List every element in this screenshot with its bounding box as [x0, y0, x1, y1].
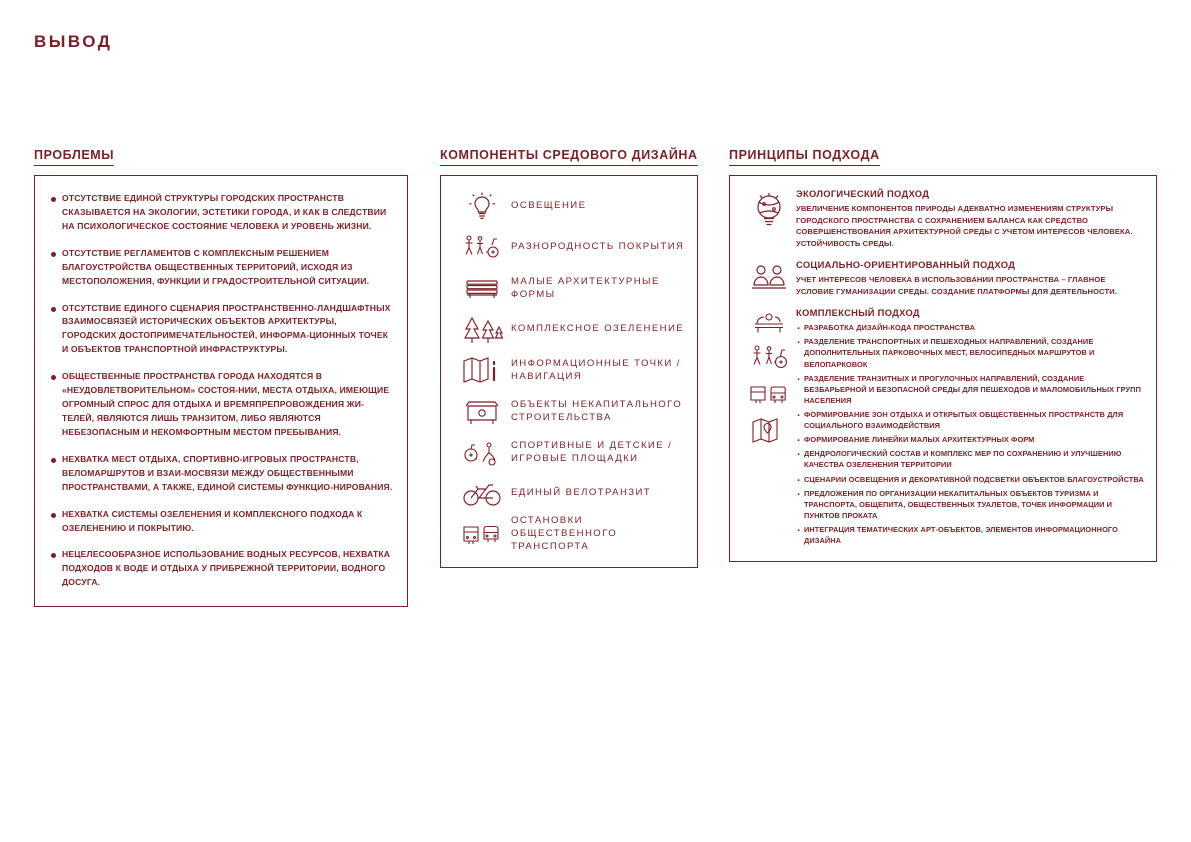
- principle-title: СОЦИАЛЬНО-ОРИЕНТИРОВАННЫЙ ПОДХОД: [796, 259, 1016, 271]
- component-label: МАЛЫЕ АРХИТЕКТУРНЫЕ ФОРМЫ: [511, 275, 660, 300]
- principle-icon-column: [742, 307, 796, 549]
- problem-text: ОТСУТСТВИЕ ЕДИНОГО СЦЕНАРИЯ ПРОСТРАНСТВЕННО-ЛАНДШАФТНЫХ ВЗАИМОСВЯЗЕЙ ИСТОРИЧЕСКИХ ОБЪЕКТОВ АРХИТЕКТУРЫ, ГОРОДСКИХ ДОСТОПРИМЕЧАТЕЛЬНОСТЕЙ, ИНФОРМА-ЦИОННЫХ ТОЧЕК И ОБЪЕКТОВ ТРАНСПОРТНОЙ ИНФРАСТРУКТУРЫ.: [62, 302, 391, 355]
- list-item: [49, 453, 393, 495]
- bullet-icon: [51, 375, 56, 380]
- transport-stop-icon: [453, 516, 511, 554]
- problems-heading: ПРОБЛЕМЫ: [34, 148, 114, 166]
- component-label: СПОРТИВНЫЕ И ДЕТСКИЕ / ИГРОВЫЕ ПЛОЩАДКИ: [511, 439, 673, 464]
- list-item: [49, 192, 393, 234]
- map-pin-icon: [750, 416, 788, 448]
- list-item: [453, 473, 685, 514]
- list-item: [453, 227, 685, 268]
- principle-title: КОМПЛЕКСНЫЙ ПОДХОД: [796, 307, 920, 319]
- component-label: ОБЪЕКТЫ НЕКАПИТАЛЬНОГО СТРОИТЕЛЬСТВА: [511, 398, 683, 423]
- list-item: [453, 391, 685, 432]
- lightbulb-icon: [453, 188, 511, 226]
- component-label: ЕДИНЫЙ ВЕЛОТРАНЗИТ: [511, 487, 652, 499]
- bullet-icon: [51, 252, 56, 257]
- component-label: КОМПЛЕКСНОЕ ОЗЕЛЕНЕНИЕ: [511, 323, 685, 335]
- list-item: [453, 309, 685, 350]
- principle-block-complex: [742, 307, 1144, 549]
- list-item: [453, 186, 685, 227]
- principle-block-eco: [742, 188, 1144, 249]
- list-item: [49, 247, 393, 289]
- problem-text: ОТСУТСТВИЕ РЕГЛАМЕНТОВ С КОМПЛЕКСНЫМ РЕШЕНИЕМ БЛАГОУСТРОЙСТВА ОБЩЕСТВЕННЫХ ТЕРРИТОРИЙ, ИСХОДЯ ИЗ МЕСТОПОЛОЖЕНИЯ, ФУНКЦИИ И ГРАДОСТРОИТЕЛЬНОЙ СИТУАЦИИ.: [62, 247, 370, 286]
- eco-lightbulb-icon: [742, 188, 796, 234]
- components-box: [440, 175, 698, 568]
- pedestrian-bike-icon: [749, 344, 789, 372]
- principles-box: [729, 175, 1157, 562]
- list-item: [453, 514, 685, 555]
- bullet-icon: [51, 513, 56, 518]
- component-label: РАЗНОРОДНОСТЬ ПОКРЫТИЯ: [511, 241, 685, 253]
- principle-block-social: [742, 259, 1144, 297]
- problem-text: НЕХВАТКА МЕСТ ОТДЫХА, СПОРТИВНО-ИГРОВЫХ ПРОСТРАНСТВ, ВЕЛОМАРШРУТОВ И ВЗАИ-МОСВЯЗИ МЕЖДУ ОБЩЕСТВЕННЫМИ ПРОСТРАНСТВАМИ, А ТАКЖЕ, ЕДИНОЙ СИСТЕМЫ ФУНКЦИО-НИРОВАНИЯ.: [62, 453, 393, 492]
- social-people-icon: [742, 259, 796, 295]
- principle-list: [796, 322, 1144, 546]
- bench-icon: [453, 270, 511, 308]
- list-item: · РАЗРАБОТКА ДИЗАЙН-КОДА ПРОСТРАНСТВА: [796, 322, 1144, 333]
- list-item: · ФОРМИРОВАНИЕ ЛИНЕЙКИ МАЛЫХ АРХИТЕКТУРНЫХ ФОРМ: [796, 434, 1144, 445]
- principles-column: [729, 146, 1157, 562]
- bullet-icon: [51, 307, 56, 312]
- list-item: [453, 268, 685, 309]
- list-item: [453, 350, 685, 391]
- problems-box: [34, 175, 408, 607]
- problems-column: [34, 146, 408, 607]
- map-info-icon: [453, 352, 511, 390]
- problem-text: НЕХВАТКА СИСТЕМЫ ОЗЕЛЕНЕНИЯ И КОМПЛЕКСНОГО ПОДХОДА К ОЗЕЛЕНЕНИЮ И ПОКРЫТИЮ.: [62, 508, 363, 533]
- tram-bus-icon: [748, 381, 790, 407]
- problem-text: ОТСУТСТВИЕ ЕДИНОЙ СТРУКТУРЫ ГОРОДСКИХ ПРОСТРАНСТВ СКАЗЫВАЕТСЯ НА ЭКОЛОГИИ, ЭСТЕТИКИ ГОРОДА, И КАК В СЛЕДСТВИИ НА ПСИХОЛОГИЧЕСКОЕ СОСТОЯНИЕ ЧЕЛОВЕКА И УРОВЕНЬ ЖИЗНИ.: [62, 193, 387, 231]
- sport-play-icon: [453, 434, 511, 472]
- components-heading: КОМПОНЕНТЫ СРЕДОВОГО ДИЗАЙНА: [440, 148, 698, 166]
- list-item: · ИНТЕГРАЦИЯ ТЕМАТИЧЕСКИХ АРТ-ОБЪЕКТОВ, ЭЛЕМЕНТОВ ИНФОРМАЦИОННОГО ДИЗАЙНА: [796, 524, 1144, 546]
- principle-title: ЭКОЛОГИЧЕСКИЙ ПОДХОД: [796, 188, 930, 199]
- list-item: [453, 432, 685, 473]
- list-item: · РАЗДЕЛЕНИЕ ТРАНСПОРТНЫХ И ПЕШЕХОДНЫХ НАПРАВЛЕНИЙ, СОЗДАНИЕ ДОПОЛНИТЕЛЬНЫХ ПАРКОВОЧНЫХ МЕСТ, ВЕЛОСИПЕДНЫХ МАРШРУТОВ И ВЕЛОПАРКОВОК: [796, 336, 1144, 369]
- page-title: ВЫВОД: [34, 32, 113, 51]
- principle-text: УВЕЛИЧЕНИЕ КОМПОНЕНТОВ ПРИРОДЫ АДЕКВАТНО ИЗМЕНЕНИЯМ СТРУКТУРЫ ГОРОДСКОГО ПРОСТРАНСТВА С СОХРАНЕНИЕМ БАЛАНСА КАК СРЕДСТВО СОВЕРШЕНСТВОВАНИЯ АРХИТЕКТУРНОЙ СРЕДЫ С УЧЕТОМ ИНТЕРЕСОВ ЧЕЛОВЕКА. УСТОЙЧИВОСТЬ СРЕДЫ.: [796, 204, 1133, 248]
- list-item: [49, 370, 393, 440]
- list-item: · ФОРМИРОВАНИЕ ЗОН ОТДЫХА И ОТКРЫТЫХ ОБЩЕСТВЕННЫХ ПРОСТРАНСТВ ДЛЯ СОЦИАЛЬНОГО ВЗАИМОДЕЙСТВИЯ: [796, 409, 1144, 431]
- principles-heading: ПРИНЦИПЫ ПОДХОДА: [729, 148, 880, 166]
- component-label: ОСТАНОВКИ ОБЩЕСТВЕННОГО ТРАНСПОРТА: [511, 515, 618, 552]
- component-label: ОСВЕЩЕНИЕ: [511, 200, 587, 212]
- list-item: · РАЗДЕЛЕНИЕ ТРАНЗИТНЫХ И ПРОГУЛОЧНЫХ НАПРАВЛЕНИЙ, СОЗДАНИЕ БЕЗБАРЬЕРНОЙ И БЕЗОПАСНОЙ СРЕДЫ ДЛЯ ПЕШЕХОДОВ И МАЛОМОБИЛЬНЫХ ГРУПП НАСЕЛЕНИЯ: [796, 373, 1144, 406]
- list-item: · ПРЕДЛОЖЕНИЯ ПО ОРГАНИЗАЦИИ НЕКАПИТАЛЬНЫХ ОБЪЕКТОВ ТУРИЗМА И ТРАНСПОРТА, ОБЩЕПИТА, ОБЩЕСТВЕННЫХ ТУАЛЕТОВ, ТОЧЕК ИНФОРМАЦИИ И ПУНКТОВ ПРОКАТА: [796, 488, 1144, 521]
- problem-text: ОБЩЕСТВЕННЫЕ ПРОСТРАНСТВА ГОРОДА НАХОДЯТСЯ В «НЕУДОВЛЕТВОРИТЕЛЬНОМ» СОСТОЯ-НИИ, МЕСТА ОТДЫХА, ИМЕЮЩИЕ ОГРОМНЫЙ СПРОС ДЛЯ ОТДЫХА И ВРЕМЯПРЕПРОВОЖДЕНИЯ ЖИ-ТЕЛЕЙ, ЯВЛЯЮТСЯ ЛИШЬ ТРАНЗИТОМ, ЛИБО ЯВЛЯЮТСЯ НЕБЕЗОПАСНЫМ И НЕКОМФОРТНЫМ МЕСТОМ ПРЕБЫВАНИЯ.: [62, 371, 390, 437]
- bullet-icon: [51, 553, 56, 558]
- bullet-icon: [51, 458, 56, 463]
- list-item: · ДЕНДРОЛОГИЧЕСКИЙ СОСТАВ И КОМПЛЕКС МЕР ПО СОХРАНЕНИЮ И УЛУЧШЕНИЮ КАЧЕСТВА ОЗЕЛЕНЕНИЯ ТЕРРИТОРИИ: [796, 448, 1144, 470]
- list-item: [49, 508, 393, 536]
- components-column: [440, 146, 698, 568]
- bicycle-icon: [453, 475, 511, 513]
- complex-bench-icon: [749, 311, 789, 335]
- problem-text: НЕЦЕЛЕСООБРАЗНОЕ ИСПОЛЬЗОВАНИЕ ВОДНЫХ РЕСУРСОВ, НЕХВАТКА ПОДХОДОВ К ВОДЕ И ОТДЫХА У ПРИБРЕЖНОЙ ТЕРРИТОРИИ, ВОДНОГО ДОСУГА.: [62, 549, 391, 588]
- paving-people-bicycle-icon: [453, 229, 511, 267]
- list-item: [49, 548, 393, 590]
- kiosk-icon: [453, 393, 511, 431]
- trees-icon: [453, 311, 511, 349]
- component-label: ИНФОРМАЦИОННЫЕ ТОЧКИ / НАВИГАЦИЯ: [511, 357, 681, 382]
- bullet-icon: [51, 197, 56, 202]
- list-item: [49, 302, 393, 358]
- principle-text: УЧЕТ ИНТЕРЕСОВ ЧЕЛОВЕКА В ИСПОЛЬЗОВАНИИ ПРОСТРАНСТВА – ГЛАВНОЕ УСЛОВИЕ ГУМАНИЗАЦИИ СРЕДЫ. СОЗДАНИЕ ПЛАТФОРМЫ ДЛЯ ДЕЯТЕЛЬНОСТИ.: [796, 275, 1117, 296]
- list-item: · СЦЕНАРИИ ОСВЕЩЕНИЯ И ДЕКОРАТИВНОЙ ПОДСВЕТКИ ОБЪЕКТОВ БЛАГОУСТРОЙСТВА: [796, 474, 1144, 485]
